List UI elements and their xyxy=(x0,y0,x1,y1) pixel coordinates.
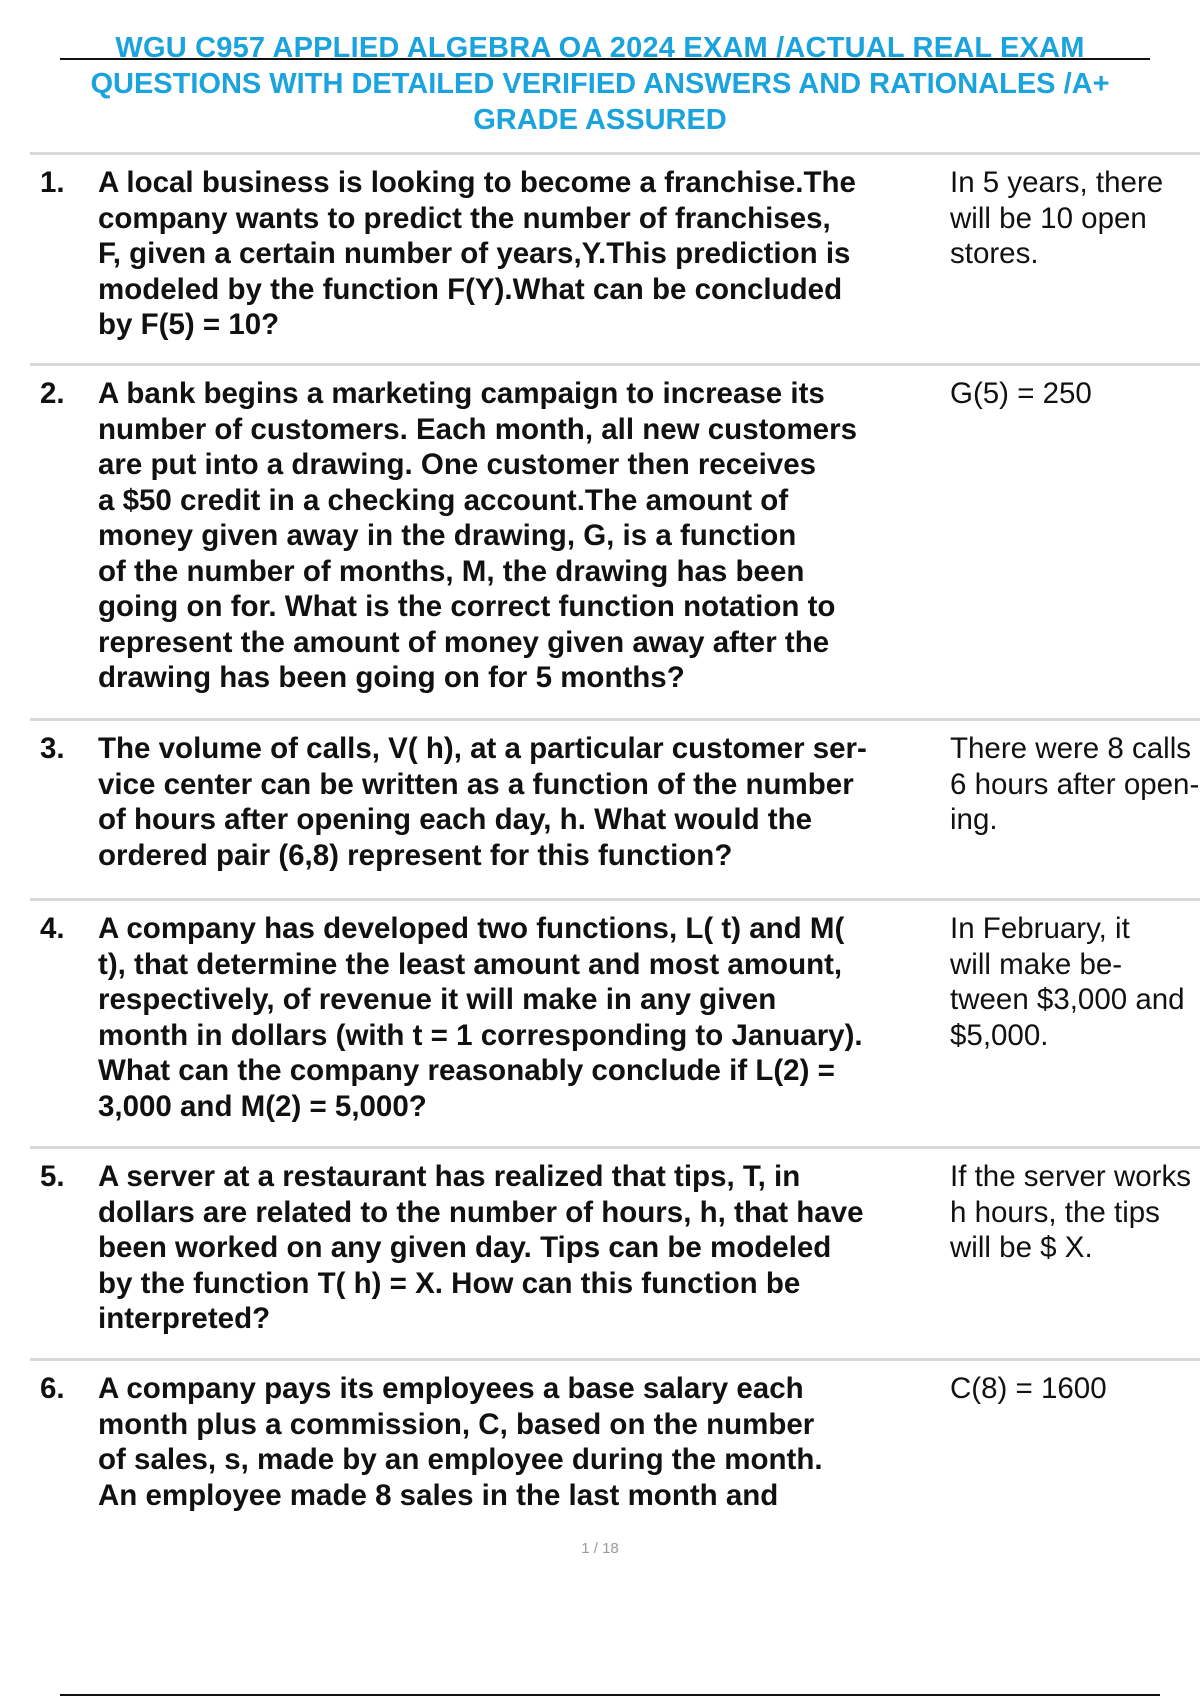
question-line: 3,000 and M(2) = 5,000? xyxy=(98,1089,427,1123)
question-line: are put into a drawing. One customer then receives xyxy=(98,448,817,481)
qa-row xyxy=(30,898,1200,1146)
title-line: WGU C957 APPLIED ALGEBRA OA 2024 EXAM /ACTUAL REAL EXAM xyxy=(115,32,1085,64)
answer-line: will be 10 open xyxy=(950,201,1147,235)
answer-line: stores. xyxy=(950,237,1039,270)
question-text xyxy=(98,165,950,363)
question-number: 4. xyxy=(40,912,65,945)
question-line: number of customers. Each month, all new customers xyxy=(98,412,857,446)
answer-text xyxy=(950,1371,1200,1551)
question-number: 6. xyxy=(40,1372,65,1405)
question-line: What can the company reasonably conclude if L(2) = xyxy=(98,1054,835,1087)
qa-row xyxy=(30,1146,1200,1358)
question-line: money given away in the drawing, G, is a function xyxy=(98,519,797,552)
question-line: of hours after opening each day, h. What would the xyxy=(98,803,813,836)
question-line: by the function T( h) = X. How can this function be xyxy=(98,1266,801,1300)
question-line: going on for. What is the correct function notation to xyxy=(98,590,836,623)
question-line: by F(5) = 10? xyxy=(98,308,280,341)
answer-line: C(8) = 1600 xyxy=(950,1372,1107,1405)
question-line: An employee made 8 sales in the last month and xyxy=(98,1478,779,1512)
question-line: vice center can be written as a function of the number xyxy=(98,767,854,801)
qa-row xyxy=(30,1358,1200,1551)
document-title xyxy=(40,30,1160,138)
answer-text xyxy=(950,1159,1200,1358)
answer-text xyxy=(950,165,1200,363)
answer-line: will make be- xyxy=(950,947,1123,981)
bottom-rule xyxy=(60,1694,1160,1696)
question-line: A server at a restaurant has realized that tips, T, in xyxy=(98,1160,801,1193)
question-line: a $50 credit in a checking account.The amount of xyxy=(98,483,789,517)
question-line: A bank begins a marketing campaign to increase its xyxy=(98,377,825,410)
answer-line: tween $3,000 and xyxy=(950,983,1185,1016)
answer-line: h hours, the tips xyxy=(950,1195,1160,1229)
answer-line: will be $ X. xyxy=(950,1231,1093,1264)
answer-line: In February, it xyxy=(950,912,1130,945)
question-text xyxy=(98,1371,950,1551)
question-line: The volume of calls, V( h), at a particular customer ser- xyxy=(98,732,867,765)
qa-row xyxy=(30,718,1200,898)
title-line: GRADE ASSURED xyxy=(473,104,727,136)
question-line: A company has developed two functions, L( t) and M( xyxy=(98,912,845,945)
question-line: month in dollars (with t = 1 corresponding to January). xyxy=(98,1018,863,1052)
qa-row xyxy=(30,363,1200,718)
answer-line: If the server works xyxy=(950,1160,1191,1193)
question-text xyxy=(98,731,950,898)
answer-line: $5,000. xyxy=(950,1018,1049,1052)
question-line: drawing has been going on for 5 months? xyxy=(98,661,685,694)
question-line: company wants to predict the number of franchises, xyxy=(98,201,831,235)
title-line: QUESTIONS WITH DETAILED VERIFIED ANSWERS AND RATIONALES /A+ xyxy=(90,68,1110,100)
answer-line: 6 hours after open- xyxy=(950,767,1200,801)
question-line: modeled by the function F(Y).What can be concluded xyxy=(98,272,843,306)
question-line: ordered pair (6,8) represent for this function? xyxy=(98,838,733,872)
answer-line: There were 8 calls xyxy=(950,732,1192,765)
answer-line: ing. xyxy=(950,803,998,836)
answer-text xyxy=(950,911,1200,1146)
question-line: A local business is looking to become a franchise.The xyxy=(98,166,856,199)
question-number: 1. xyxy=(40,166,65,199)
qa-row xyxy=(30,152,1200,363)
question-line: interpreted? xyxy=(98,1302,271,1335)
question-text xyxy=(98,911,950,1146)
question-line: month plus a commission, C, based on the number xyxy=(98,1407,815,1441)
question-line: of sales, s, made by an employee during the month. xyxy=(98,1443,823,1476)
question-line: been worked on any given day. Tips can be modeled xyxy=(98,1231,832,1264)
question-number: 2. xyxy=(40,377,65,410)
question-line: A company pays its employees a base salary each xyxy=(98,1372,804,1405)
question-line: of the number of months, M, the drawing has been xyxy=(98,554,805,588)
question-line: F, given a certain number of years,Y.This prediction is xyxy=(98,237,851,270)
question-number: 5. xyxy=(40,1160,65,1193)
question-line: t), that determine the least amount and most amount, xyxy=(98,947,843,981)
page-indicator: 1 / 18 xyxy=(581,1540,619,1557)
qa-table xyxy=(30,152,1200,1551)
answer-text xyxy=(950,731,1200,898)
answer-line: G(5) = 250 xyxy=(950,377,1092,410)
question-line: respectively, of revenue it will make in any given xyxy=(98,983,777,1016)
question-text xyxy=(98,1159,950,1358)
question-text xyxy=(98,376,950,718)
answer-text xyxy=(950,376,1200,718)
answer-line: In 5 years, there xyxy=(950,166,1164,199)
question-line: represent the amount of money given away after the xyxy=(98,625,830,659)
question-number: 3. xyxy=(40,732,65,765)
question-line: dollars are related to the number of hours, h, that have xyxy=(98,1195,864,1229)
